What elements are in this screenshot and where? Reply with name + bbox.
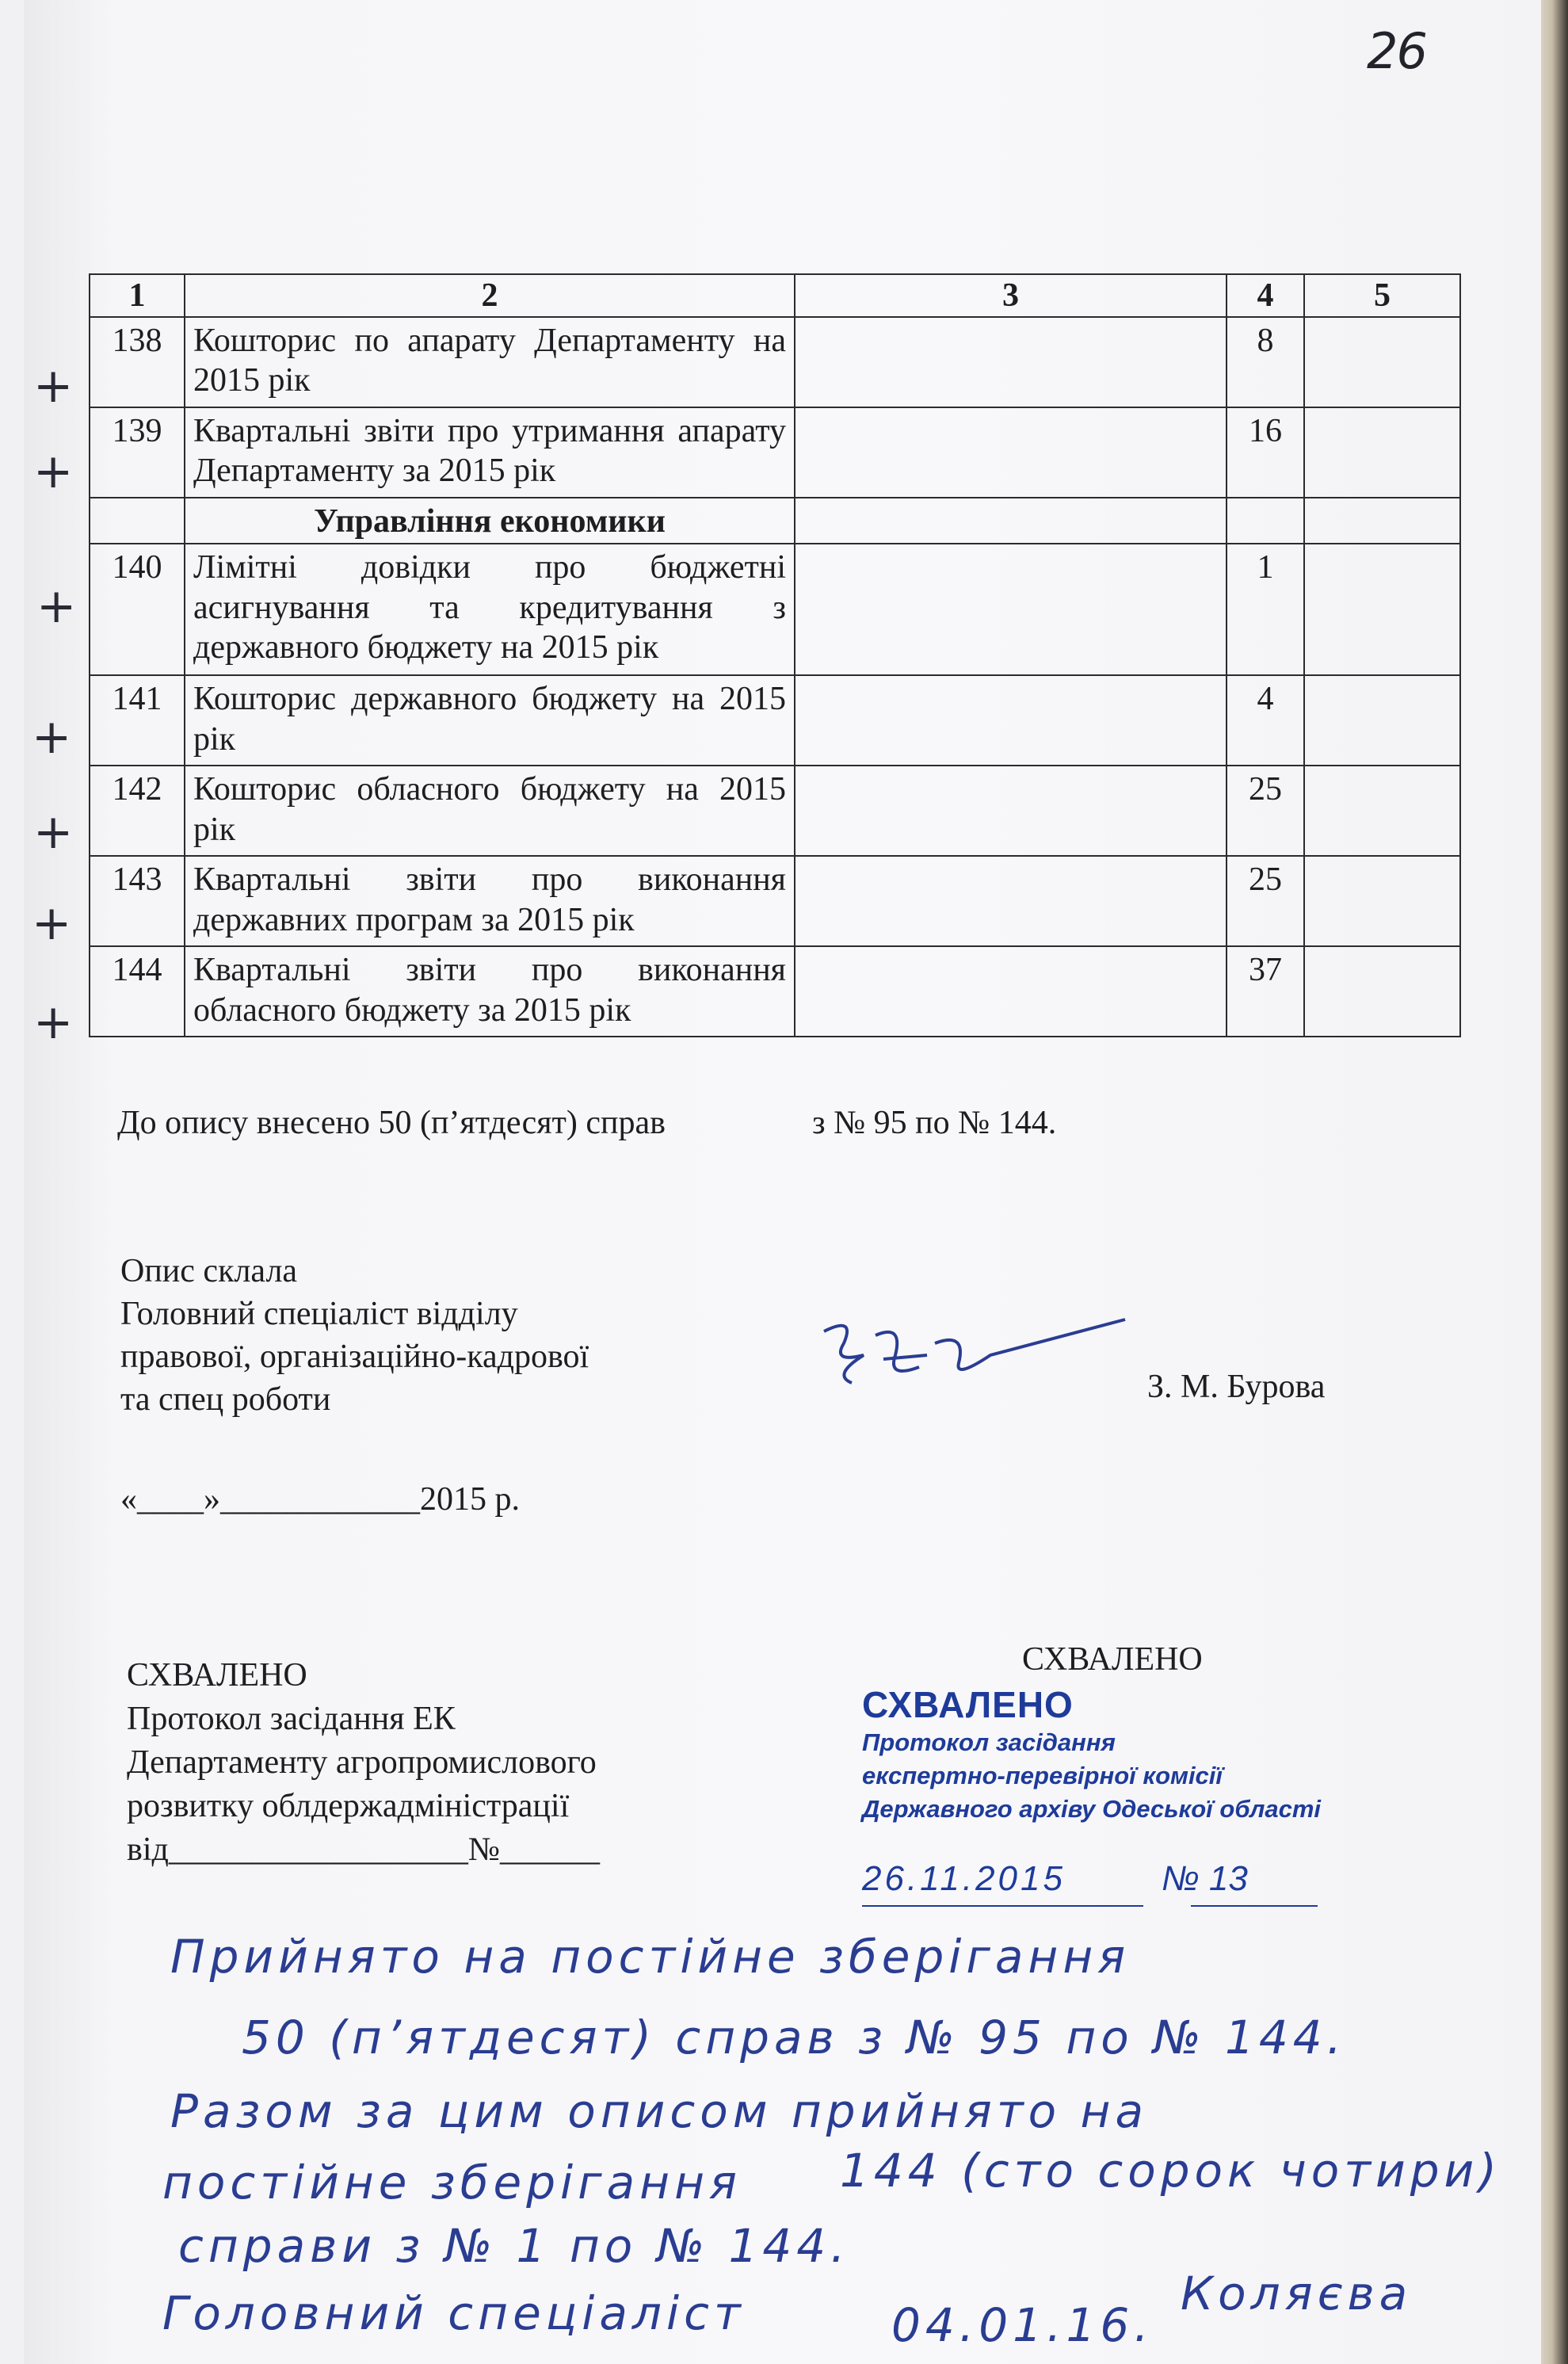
handwritten-line-5: справи з № 1 по № 144. xyxy=(178,2219,850,2273)
table-row xyxy=(90,766,1460,856)
approval-right-title: СХВАЛЕНО xyxy=(1022,1641,1203,1678)
section-cell-4 xyxy=(1227,498,1304,544)
row-count: 16 xyxy=(1227,407,1304,498)
table-row xyxy=(90,317,1460,407)
compiler-line-3: правової, організаційно-кадрової xyxy=(120,1339,589,1375)
signature-image xyxy=(808,1300,1141,1395)
approval-left-line-2: Протокол засідання ЕК xyxy=(127,1701,456,1737)
row-col5 xyxy=(1304,544,1460,675)
row-col3 xyxy=(795,317,1227,407)
stamp-date-underline xyxy=(862,1905,1143,1907)
stamp-line-3: Державного архіву Одеської області xyxy=(862,1795,1322,1823)
row-title: Квартальні звіти про виконання державних програм за 2015 рік xyxy=(185,856,795,946)
stamp-number-underline xyxy=(1191,1905,1318,1907)
section-cell-3 xyxy=(795,498,1227,544)
table-row xyxy=(90,856,1460,946)
row-col3 xyxy=(795,675,1227,766)
row-number: 140 xyxy=(90,544,185,675)
section-num-cell xyxy=(90,498,185,544)
stamp-line-2: експертно-перевірної комісії xyxy=(862,1762,1223,1789)
row-col3 xyxy=(795,407,1227,498)
row-number: 143 xyxy=(90,856,185,946)
section-title: Управління економики xyxy=(185,498,795,544)
row-number: 142 xyxy=(90,766,185,856)
row-count: 1 xyxy=(1227,544,1304,675)
header-col-4: 4 xyxy=(1227,274,1304,317)
check-mark: + xyxy=(33,358,74,414)
folder-edge xyxy=(1541,0,1568,2364)
row-title: Кошторис державного бюджету на 2015 рік xyxy=(185,675,795,766)
approval-left-line-1: СХВАЛЕНО xyxy=(127,1657,307,1694)
stamp-no-label: № xyxy=(1162,1859,1200,1898)
summary-range: з № 95 по № 144. xyxy=(812,1105,1057,1141)
row-col5 xyxy=(1304,856,1460,946)
stamp-number-label xyxy=(1162,1859,1248,1899)
table-row xyxy=(90,407,1460,498)
handwritten-line-3: Разом за цим описом прийнято на xyxy=(170,2084,1148,2138)
row-count: 25 xyxy=(1227,766,1304,856)
row-count: 25 xyxy=(1227,856,1304,946)
approval-left-line-3: Департаменту агропромислового xyxy=(127,1744,597,1781)
handwritten-signature-name: Коляєва xyxy=(1181,2267,1413,2320)
row-col5 xyxy=(1304,407,1460,498)
row-title: Лімітні довідки про бюджетні асигнування та кредитування з державного бюджету на 2015 рік xyxy=(185,544,795,675)
header-col-2: 2 xyxy=(185,274,795,317)
row-col3 xyxy=(795,766,1227,856)
handwritten-line-2: 50 (п’ятдесят) справ з № 95 по № 144. xyxy=(242,2011,1347,2064)
table-row xyxy=(90,946,1460,1037)
approval-left-line-4: розвитку облдержадміністрації xyxy=(127,1788,570,1824)
row-title: Квартальні звіти про виконання обласного бюджету за 2015 рік xyxy=(185,946,795,1037)
compiler-name: З. М. Бурова xyxy=(1147,1369,1326,1405)
header-col-5: 5 xyxy=(1304,274,1460,317)
table-header-row xyxy=(90,274,1460,317)
check-mark: + xyxy=(33,804,74,860)
compiler-line-2: Головний спеціаліст відділу xyxy=(120,1296,518,1332)
section-cell-5 xyxy=(1304,498,1460,544)
row-number: 139 xyxy=(90,407,185,498)
summary-text: До опису внесено 50 (п’ятдесят) справ xyxy=(117,1105,666,1141)
section-row xyxy=(90,498,1460,544)
row-title: Квартальні звіти про утримання апарату Департаменту за 2015 рік xyxy=(185,407,795,498)
row-col3 xyxy=(795,946,1227,1037)
page-number: 26 xyxy=(1367,22,1426,80)
handwritten-line-1: Прийнято на постійне зберігання xyxy=(170,1930,1131,1984)
row-title: Кошторис обласного бюджету на 2015 рік xyxy=(185,766,795,856)
table-row xyxy=(90,544,1460,675)
row-col3 xyxy=(795,856,1227,946)
row-col5 xyxy=(1304,317,1460,407)
check-mark: + xyxy=(33,995,74,1050)
stamp-line-1: Протокол засідання xyxy=(862,1728,1116,1756)
compiler-line-1: Опис склала xyxy=(120,1253,298,1289)
row-number: 138 xyxy=(90,317,185,407)
archive-stamp xyxy=(862,1683,1322,1898)
row-col3 xyxy=(795,544,1227,675)
compiler-line-4: та спец роботи xyxy=(120,1381,331,1418)
row-col5 xyxy=(1304,946,1460,1037)
stamp-no: 13 xyxy=(1208,1859,1248,1898)
handwritten-line-6: Головний спеціаліст xyxy=(162,2286,746,2340)
handwritten-line-4: постійне зберігання xyxy=(162,2156,742,2209)
row-count: 37 xyxy=(1227,946,1304,1037)
check-mark: + xyxy=(32,896,72,951)
check-mark: + xyxy=(32,709,72,765)
row-col5 xyxy=(1304,675,1460,766)
stamp-title: СХВАЛЕНО xyxy=(862,1684,1074,1725)
approval-left-line-5: від__________________№______ xyxy=(127,1831,600,1868)
handwritten-line-4b: 144 (сто сорок чотири) xyxy=(840,2144,1501,2198)
row-count: 4 xyxy=(1227,675,1304,766)
stamp-date: 26.11.2015 xyxy=(862,1859,1066,1898)
handwritten-date: 04.01.16. xyxy=(891,2298,1154,2352)
check-mark: + xyxy=(36,579,77,634)
table-row xyxy=(90,675,1460,766)
row-number: 144 xyxy=(90,946,185,1037)
check-mark: + xyxy=(33,444,74,499)
compiler-date-line: «____»____________2015 р. xyxy=(120,1481,520,1518)
row-col5 xyxy=(1304,766,1460,856)
inventory-table xyxy=(89,273,1461,1037)
row-title: Кошторис по апарату Департаменту на 2015 рік xyxy=(185,317,795,407)
header-col-1: 1 xyxy=(90,274,185,317)
row-number: 141 xyxy=(90,675,185,766)
row-count: 8 xyxy=(1227,317,1304,407)
header-col-3: 3 xyxy=(795,274,1227,317)
